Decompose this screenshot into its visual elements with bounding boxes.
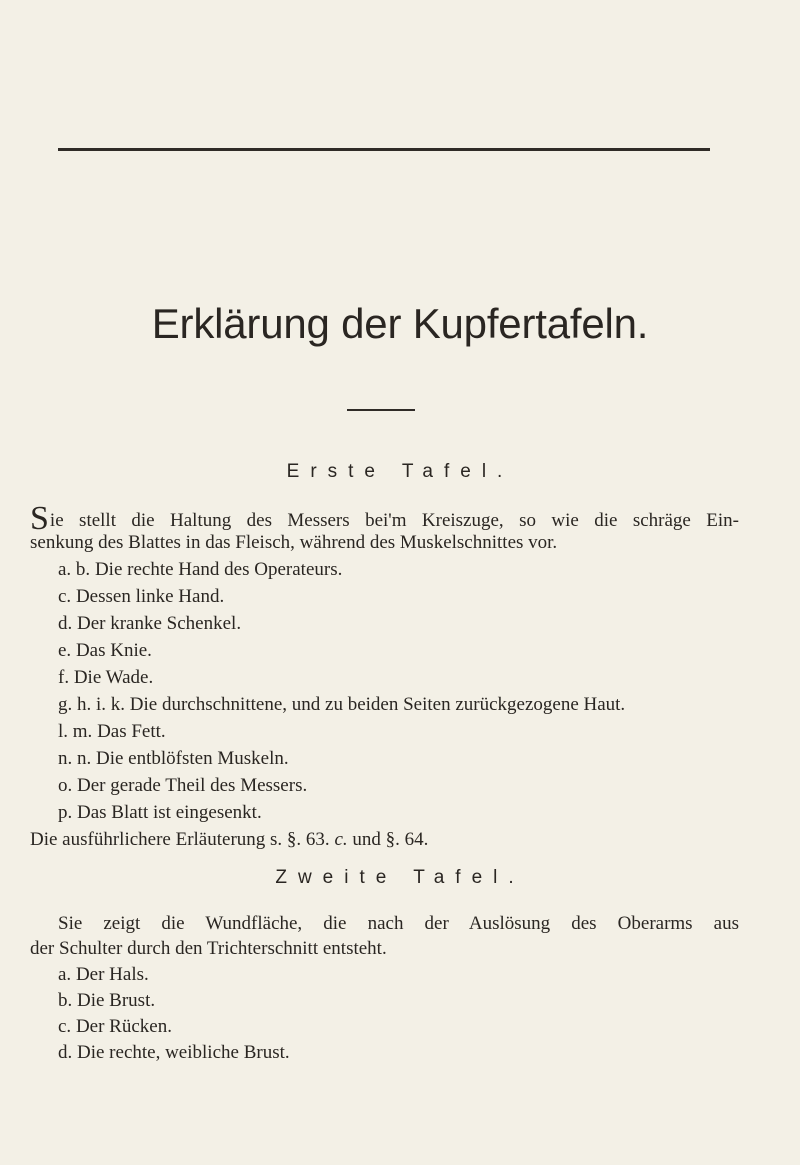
- page-title: Erklärung der Kupfertafeln.: [151, 300, 649, 347]
- list-item: d. Der kranke Schenkel.: [58, 613, 242, 634]
- list-item: g. h. i. k. Die durchschnittene, und zu beiden Seiten zurückgezogene Haut.: [58, 694, 626, 715]
- section2-intro-line2: der Schulter durch den Trichterschnitt entsteht.: [30, 938, 387, 959]
- list-item: c. Der Rücken.: [58, 1016, 172, 1037]
- section-heading-zweite-tafel: Zweite Tafel.: [275, 867, 525, 888]
- list-item: a. Der Hals.: [58, 964, 149, 985]
- list-item: b. Die Brust.: [58, 990, 156, 1011]
- section-heading-erste-tafel: Erste Tafel.: [286, 461, 514, 482]
- list-item: o. Der gerade Theil des Messers.: [58, 775, 308, 796]
- section1-intro-line1: Sie stellt die Haltung des Messers bei'm Kreiszuge, so wie die schräge Ein-: [30, 500, 739, 537]
- list-item: f. Die Wade.: [58, 667, 154, 688]
- list-item: p. Das Blatt ist eingesenkt.: [58, 802, 262, 823]
- top-rule: [58, 148, 710, 151]
- section2-intro-line1: Sie zeigt die Wundfläche, die nach der Auslösung des Oberarms aus: [58, 913, 739, 934]
- list-item: d. Die rechte, weibliche Brust.: [58, 1042, 290, 1063]
- list-item: n. n. Die entblöfsten Muskeln.: [58, 748, 289, 769]
- drop-cap: S: [30, 500, 49, 537]
- list-item: a. b. Die rechte Hand des Operateurs.: [58, 559, 343, 580]
- section1-footnote: Die ausführlichere Erläuterung s. §. 63. c. und §. 64.: [30, 829, 429, 850]
- title-rule: [347, 409, 415, 411]
- list-item: c. Dessen linke Hand.: [58, 586, 225, 607]
- list-item: e. Das Knie.: [58, 640, 152, 661]
- section1-intro-line2: senkung des Blattes in das Fleisch, während des Muskelschnittes vor.: [30, 532, 558, 553]
- list-item: l. m. Das Fett.: [58, 721, 166, 742]
